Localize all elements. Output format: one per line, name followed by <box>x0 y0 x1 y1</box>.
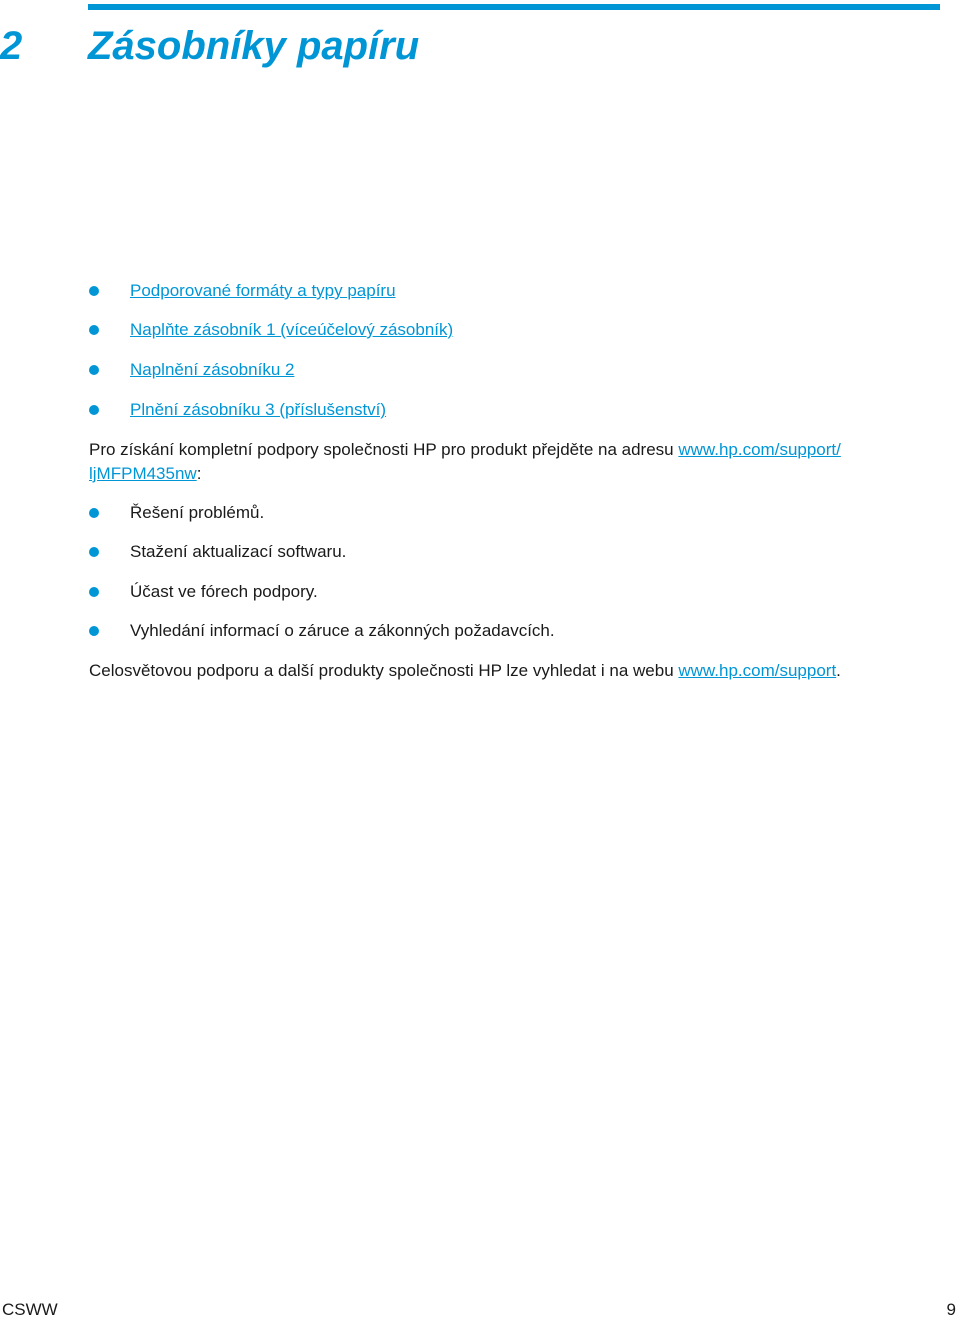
bullet-icon <box>89 325 99 335</box>
chapter-title: Zásobníky papíru <box>88 24 420 68</box>
toc-link-load-tray-2[interactable]: Naplnění zásobníku 2 <box>130 360 295 379</box>
worldwide-support-suffix: . <box>836 661 841 680</box>
support-item-troubleshooting: Řešení problémů. <box>130 503 265 522</box>
bullet-icon <box>89 405 99 415</box>
support-url-link-part2[interactable]: ljMFPM435nw <box>89 464 197 483</box>
bullet-icon <box>89 508 99 518</box>
chapter-number: 2 <box>0 24 23 68</box>
chapter-top-rule <box>88 4 940 10</box>
bullet-icon <box>89 547 99 557</box>
support-url-link-part1[interactable]: www.hp.com/support/ <box>678 440 841 459</box>
bullet-icon <box>89 286 99 296</box>
worldwide-support-text: Celosvětovou podporu a další produkty společnosti HP lze vyhledat i na webu <box>89 661 679 680</box>
toc-link-paper-formats[interactable]: Podporované formáty a typy papíru <box>130 281 396 300</box>
support-intro-paragraph-continued <box>89 462 201 486</box>
support-item-software-updates: Stažení aktualizací softwaru. <box>130 542 347 561</box>
support-intro-text: Pro získání kompletní podpory společnosti HP pro produkt přejděte na adresu <box>89 440 679 459</box>
support-item-warranty: Vyhledání informací o záruce a zákonných požadavcích. <box>130 621 555 640</box>
toc-link-load-tray-1[interactable]: Naplňte zásobník 1 (víceúčelový zásobník) <box>130 320 454 339</box>
bullet-icon <box>89 626 99 636</box>
toc-link-load-tray-3[interactable]: Plnění zásobníku 3 (příslušenství) <box>130 400 387 419</box>
bullet-icon <box>89 587 99 597</box>
support-intro-paragraph <box>89 438 841 462</box>
worldwide-support-paragraph <box>89 659 841 683</box>
support-item-forums: Účast ve fórech podpory. <box>130 582 318 601</box>
worldwide-support-link[interactable]: www.hp.com/support <box>678 661 837 680</box>
support-intro-suffix: : <box>196 464 202 483</box>
bullet-icon <box>89 365 99 375</box>
footer-page-number: 9 <box>946 1300 956 1319</box>
footer-doc-code: CSWW <box>2 1300 58 1319</box>
